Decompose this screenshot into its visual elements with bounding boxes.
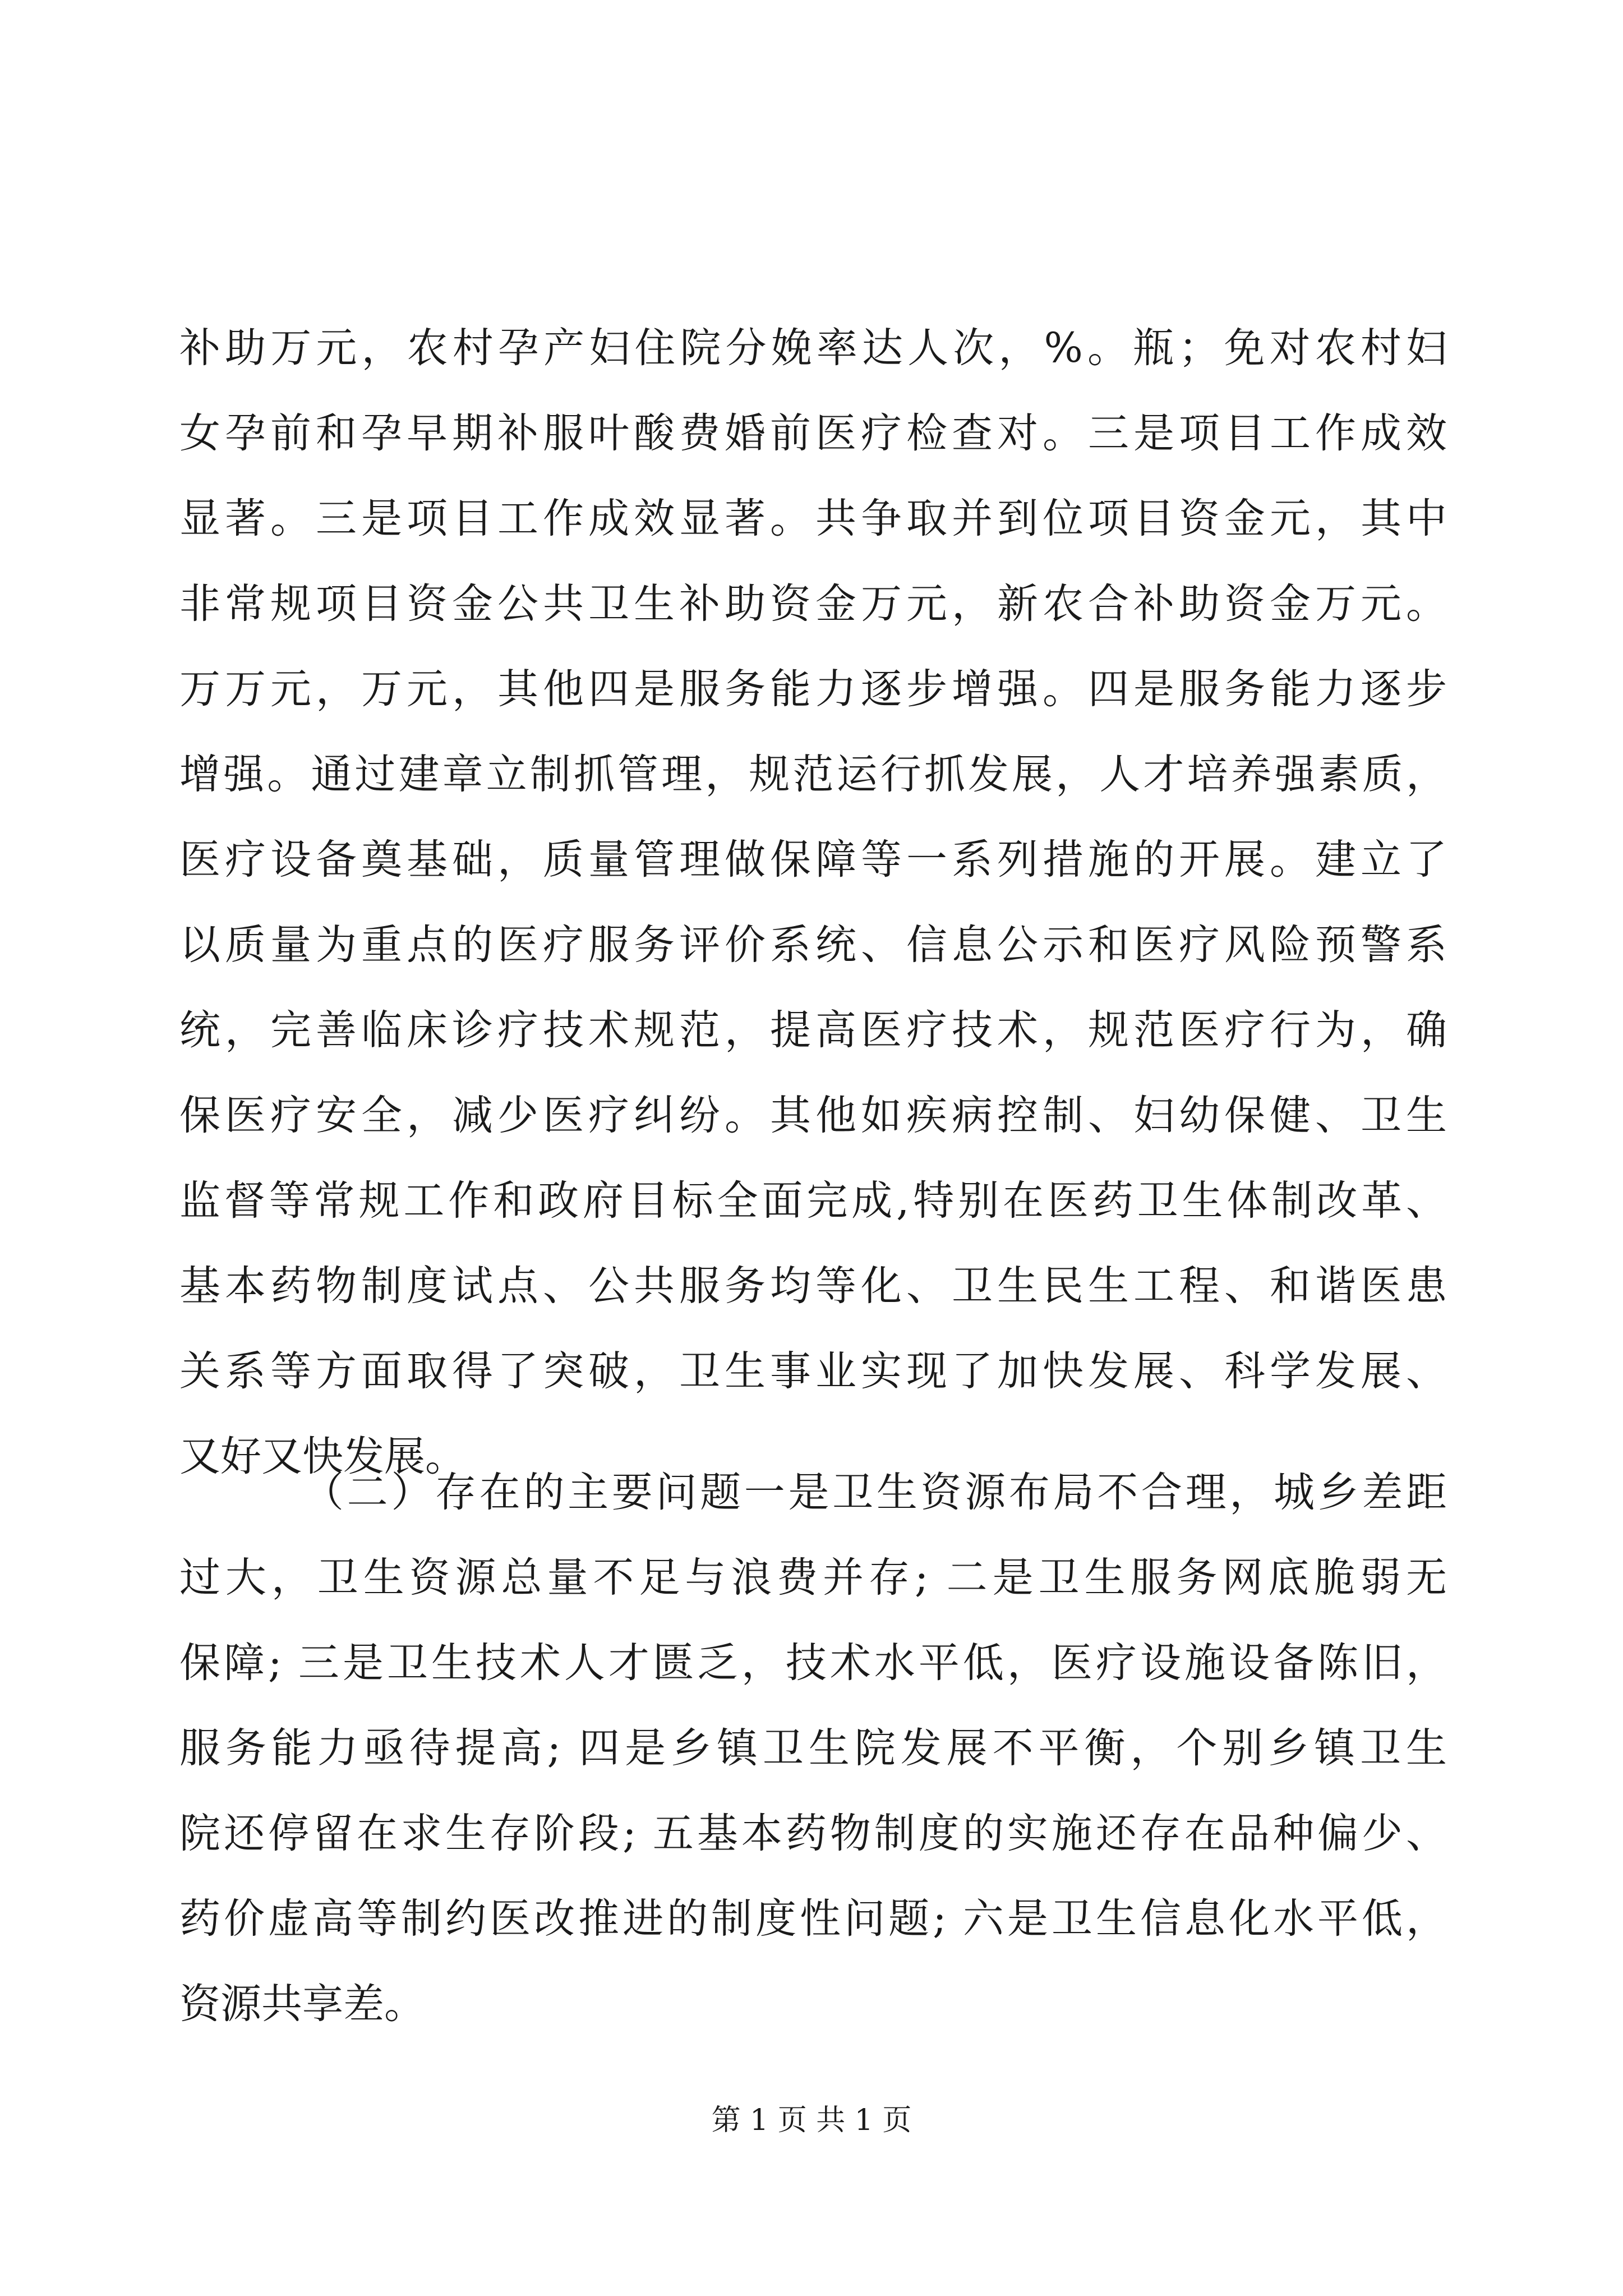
- paragraph-line: 显著。三是项目工作成效显著。共争取并到位项目资金元，其中: [179, 495, 1447, 542]
- page-number-footer: 第 1 页 共 1 页: [711, 2104, 912, 2137]
- paragraph-line: 医疗设备奠基础，质量管理做保障等一系列措施的开展。建立了: [179, 836, 1447, 884]
- paragraph-line: 补助万元，农村孕产妇住院分娩率达人次，%。瓶；免对农村妇: [179, 324, 1447, 372]
- paragraph-main-problems: [179, 1450, 1447, 2047]
- paragraph-line: 统，完善临床诊疗技术规范，提高医疗技术，规范医疗行为，确: [179, 1006, 1447, 1054]
- paragraph-line: 基本药物制度试点、公共服务均等化、卫生民生工程、和谐医患: [179, 1262, 1447, 1310]
- paragraph-line: 保医疗安全，减少医疗纠纷。其他如疾病控制、妇幼保健、卫生: [179, 1092, 1447, 1139]
- paragraph-line: 保障; 三是卫生技术人才匮乏，技术水平低，医疗设施设备陈旧，: [179, 1639, 1447, 1687]
- paragraph-line: 服务能力亟待提高; 四是乡镇卫生院发展不平衡，个别乡镇卫生: [179, 1724, 1447, 1772]
- paragraph-line: 药价虚高等制约医改推进的制度性问题; 六是卫生信息化水平低，: [179, 1895, 1447, 1943]
- paragraph-achievements: [179, 306, 1447, 1499]
- paragraph-line: 院还停留在求生存阶段; 五基本药物制度的实施还存在品种偏少、: [179, 1810, 1447, 1857]
- paragraph-line: 关系等方面取得了突破，卫生事业实现了加快发展、科学发展、: [179, 1347, 1447, 1395]
- paragraph-line: 资源共享差。: [179, 1980, 425, 2028]
- paragraph-line: （二）存在的主要问题一是卫生资源布局不合理，城乡差距: [303, 1469, 1447, 1516]
- paragraph-line: 监督等常规工作和政府目标全面完成,特别在医药卫生体制改革、: [179, 1177, 1447, 1225]
- paragraph-line: 增强。通过建章立制抓管理，规范运行抓发展，人才培养强素质，: [179, 751, 1447, 798]
- paragraph-line: 万万元，万元，其他四是服务能力逐步增强。四是服务能力逐步: [179, 665, 1447, 713]
- paragraph-line: 又好又快发展。: [179, 1433, 466, 1480]
- paragraph-line: 非常规项目资金公共卫生补助资金万元，新农合补助资金万元。: [179, 580, 1447, 628]
- paragraph-line: 女孕前和孕早期补服叶酸费婚前医疗检查对。三是项目工作成效: [179, 409, 1447, 457]
- paragraph-line: 过大，卫生资源总量不足与浪费并存; 二是卫生服务网底脆弱无: [179, 1554, 1447, 1602]
- paragraph-line: 以质量为重点的医疗服务评价系统、信息公示和医疗风险预警系: [179, 921, 1447, 969]
